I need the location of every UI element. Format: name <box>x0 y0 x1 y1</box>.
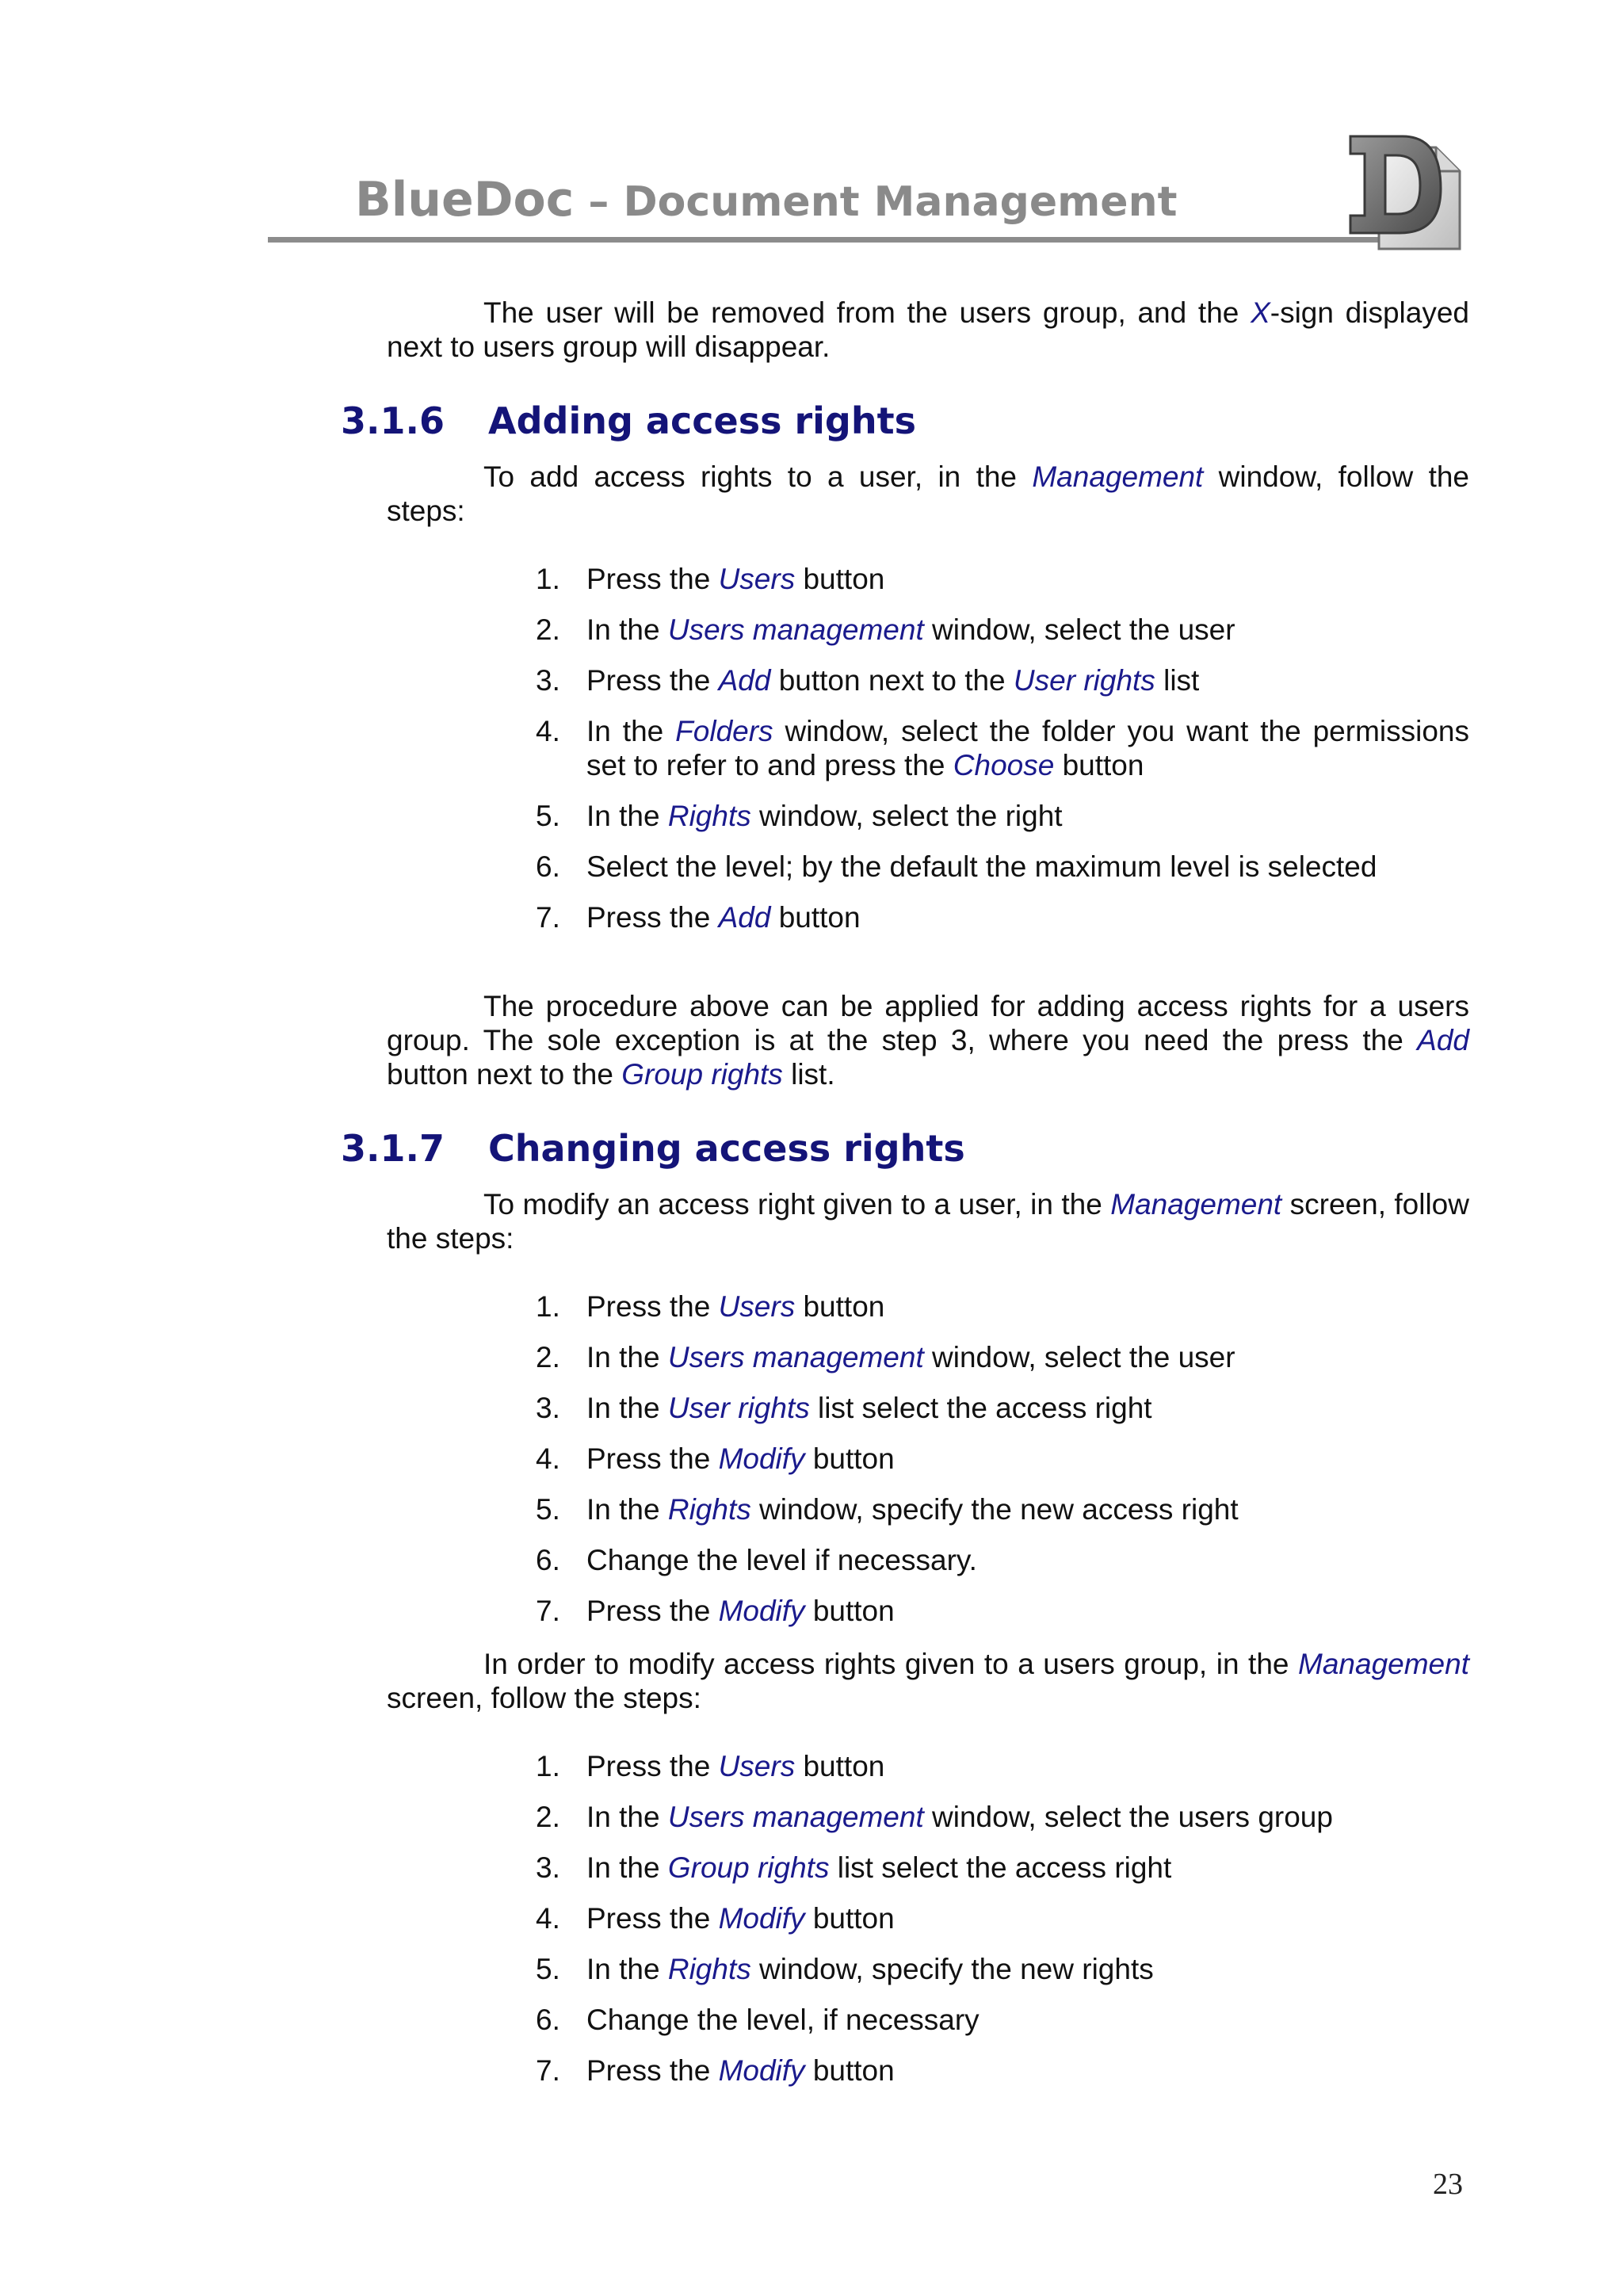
text-run: window, follow the steps: <box>387 460 1469 527</box>
step-item <box>536 900 1469 934</box>
step-number: 4. <box>536 1902 560 1935</box>
text-run: button <box>804 2054 895 2087</box>
intro-paragraph <box>387 296 1469 364</box>
text-run: button next to the <box>387 1058 622 1091</box>
text-run: The user will be removed from the users group, and the <box>483 296 1251 329</box>
ui-term-highlight: Rights <box>667 1953 751 1985</box>
step-item <box>536 2003 1469 2037</box>
section-heading-3-1-7 <box>341 1127 965 1170</box>
step-item <box>536 1340 1469 1374</box>
ui-term-highlight: Add <box>1417 1024 1469 1056</box>
text-run: list select the access right <box>809 1392 1152 1424</box>
text-run: In the <box>586 1341 668 1373</box>
ui-term-highlight: Group rights <box>621 1058 783 1091</box>
section-lead-paragraph <box>387 460 1469 528</box>
step-number: 3. <box>536 1851 560 1884</box>
ui-term-highlight: Modify <box>718 1442 805 1475</box>
text-run: Press the <box>586 1442 719 1475</box>
step-number: 2. <box>536 613 560 646</box>
text-run: -sign displayed next to users group will disappear. <box>387 296 1469 363</box>
text-run: screen, follow the steps: <box>387 1188 1469 1255</box>
ui-term-highlight: Choose <box>953 749 1055 781</box>
section-title: Changing access rights <box>488 1127 965 1170</box>
ui-term-highlight: Users <box>718 563 796 595</box>
text-run: button <box>804 1442 895 1475</box>
ui-term-highlight: Folders <box>675 715 773 747</box>
document-header-title <box>355 172 1178 227</box>
text-run: button <box>804 1595 895 1627</box>
step-number: 4. <box>536 715 560 747</box>
step-item <box>536 1391 1469 1425</box>
ui-term-highlight: Users <box>718 1290 796 1323</box>
text-run: window, specify the new rights <box>750 1953 1154 1985</box>
step-number: 7. <box>536 901 560 934</box>
bluedoc-logo-icon <box>1347 133 1465 252</box>
section-lead-paragraph <box>387 1187 1469 1255</box>
text-run: In the <box>586 715 676 747</box>
step-number: 5. <box>536 800 560 832</box>
text-run: To modify an access right given to a user, in the <box>483 1188 1111 1221</box>
step-number: 1. <box>536 1750 560 1782</box>
step-number: 3. <box>536 664 560 697</box>
text-run: list select the access right <box>829 1851 1172 1884</box>
step-number: 1. <box>536 563 560 595</box>
header-rule <box>268 237 1379 243</box>
text-run: In the <box>586 1801 668 1833</box>
group-lead-paragraph <box>387 1647 1469 1715</box>
ui-term-highlight: Rights <box>667 1493 751 1526</box>
section-title: Adding access rights <box>488 399 916 442</box>
procedure-note-paragraph <box>387 989 1469 1091</box>
ui-term-highlight: Users management <box>667 1801 924 1833</box>
text-run: To add access rights to a user, in the <box>483 460 1033 493</box>
step-item <box>536 1442 1469 1476</box>
text-run: button <box>795 1290 885 1323</box>
step-item <box>536 1492 1469 1526</box>
steps-list-changing-group-rights <box>536 1749 1469 2088</box>
text-run: In the <box>586 1392 668 1424</box>
step-number: 5. <box>536 1953 560 1985</box>
step-item <box>536 1749 1469 1783</box>
text-run: button <box>770 901 861 934</box>
text-run: window, select the folder you want the permissions set to refer to and press the <box>586 715 1469 781</box>
step-number: 2. <box>536 1341 560 1373</box>
section-heading-3-1-6 <box>341 399 916 442</box>
text-run: In the <box>586 1493 668 1526</box>
text-run: In the <box>586 1851 668 1884</box>
step-item <box>536 613 1469 647</box>
ui-term-highlight: Users management <box>667 613 924 646</box>
text-run: Press the <box>586 1902 719 1935</box>
ui-term-highlight: Users <box>718 1750 796 1782</box>
text-run: Press the <box>586 2054 719 2087</box>
text-run: list <box>1155 664 1200 697</box>
text-run: Press the <box>586 901 719 934</box>
brand-name: BlueDoc <box>355 172 575 227</box>
section-number: 3.1.7 <box>341 1127 445 1170</box>
steps-list-adding-rights <box>536 562 1469 934</box>
step-item <box>536 562 1469 596</box>
text-run: Press the <box>586 1595 719 1627</box>
text-run: In order to modify access rights given to a users group, in the <box>483 1648 1299 1680</box>
page-number: 23 <box>1433 2168 1463 2201</box>
step-item <box>536 850 1469 884</box>
text-run: window, specify the new access right <box>750 1493 1239 1526</box>
step-item <box>536 663 1469 697</box>
ui-term-highlight: Management <box>1032 460 1204 493</box>
step-item <box>536 1952 1469 1986</box>
step-number: 2. <box>536 1801 560 1833</box>
text-run: In the <box>586 613 668 646</box>
steps-list-changing-user-rights <box>536 1289 1469 1628</box>
ui-term-highlight: Modify <box>718 2054 805 2087</box>
step-number: 7. <box>536 1595 560 1627</box>
text-run: button <box>1054 749 1144 781</box>
text-run: button <box>795 1750 885 1782</box>
text-run: window, select the right <box>750 800 1063 832</box>
ui-term-highlight: Modify <box>718 1595 805 1627</box>
step-item <box>536 1543 1469 1577</box>
text-run: button <box>804 1902 895 1935</box>
step-item <box>536 1851 1469 1885</box>
ui-term-highlight: Users management <box>667 1341 924 1373</box>
ui-term-highlight: Modify <box>718 1902 805 1935</box>
ui-term-highlight: Rights <box>667 800 751 832</box>
text-run: The procedure above can be applied for adding access rights for a users group. The sole exception is at the step 3, where you need the press the <box>387 990 1469 1056</box>
ui-term-highlight: User rights <box>667 1392 810 1424</box>
text-run: Press the <box>586 1750 719 1782</box>
text-run: Select the level; by the default the maximum level is selected <box>586 850 1377 883</box>
step-item <box>536 714 1469 782</box>
step-item <box>536 1594 1469 1628</box>
step-item <box>536 2053 1469 2088</box>
text-run: Press the <box>586 1290 719 1323</box>
text-run: button next to the <box>770 664 1014 697</box>
step-item <box>536 1289 1469 1324</box>
text-run: window, select the user <box>923 1341 1235 1373</box>
step-number: 3. <box>536 1392 560 1424</box>
text-run: window, select the user <box>923 613 1235 646</box>
step-item <box>536 1901 1469 1935</box>
ui-term-highlight: Management <box>1110 1188 1282 1221</box>
text-run: button <box>795 563 885 595</box>
header-subtitle: – Document Management <box>574 178 1178 226</box>
step-number: 6. <box>536 850 560 883</box>
ui-term-highlight: User rights <box>1013 664 1155 697</box>
text-run: Change the level, if necessary <box>586 2004 980 2036</box>
step-number: 6. <box>536 2004 560 2036</box>
text-run: In the <box>586 800 668 832</box>
ui-term-highlight: Group rights <box>667 1851 830 1884</box>
text-run: Press the <box>586 664 719 697</box>
text-run: screen, follow the steps: <box>387 1682 701 1714</box>
step-item <box>536 799 1469 833</box>
ui-term-highlight: Management <box>1298 1648 1469 1680</box>
step-number: 7. <box>536 2054 560 2087</box>
ui-term-highlight: Add <box>718 664 771 697</box>
step-number: 6. <box>536 1544 560 1576</box>
step-item <box>536 1800 1469 1834</box>
step-number: 1. <box>536 1290 560 1323</box>
ui-term-highlight: Add <box>718 901 771 934</box>
section-number: 3.1.6 <box>341 399 445 442</box>
text-run: Change the level if necessary. <box>586 1544 977 1576</box>
text-run: In the <box>586 1953 668 1985</box>
step-number: 4. <box>536 1442 560 1475</box>
text-run: list. <box>782 1058 835 1091</box>
ui-term-highlight: X <box>1251 296 1270 329</box>
step-number: 5. <box>536 1493 560 1526</box>
text-run: window, select the users group <box>923 1801 1333 1833</box>
text-run: Press the <box>586 563 719 595</box>
